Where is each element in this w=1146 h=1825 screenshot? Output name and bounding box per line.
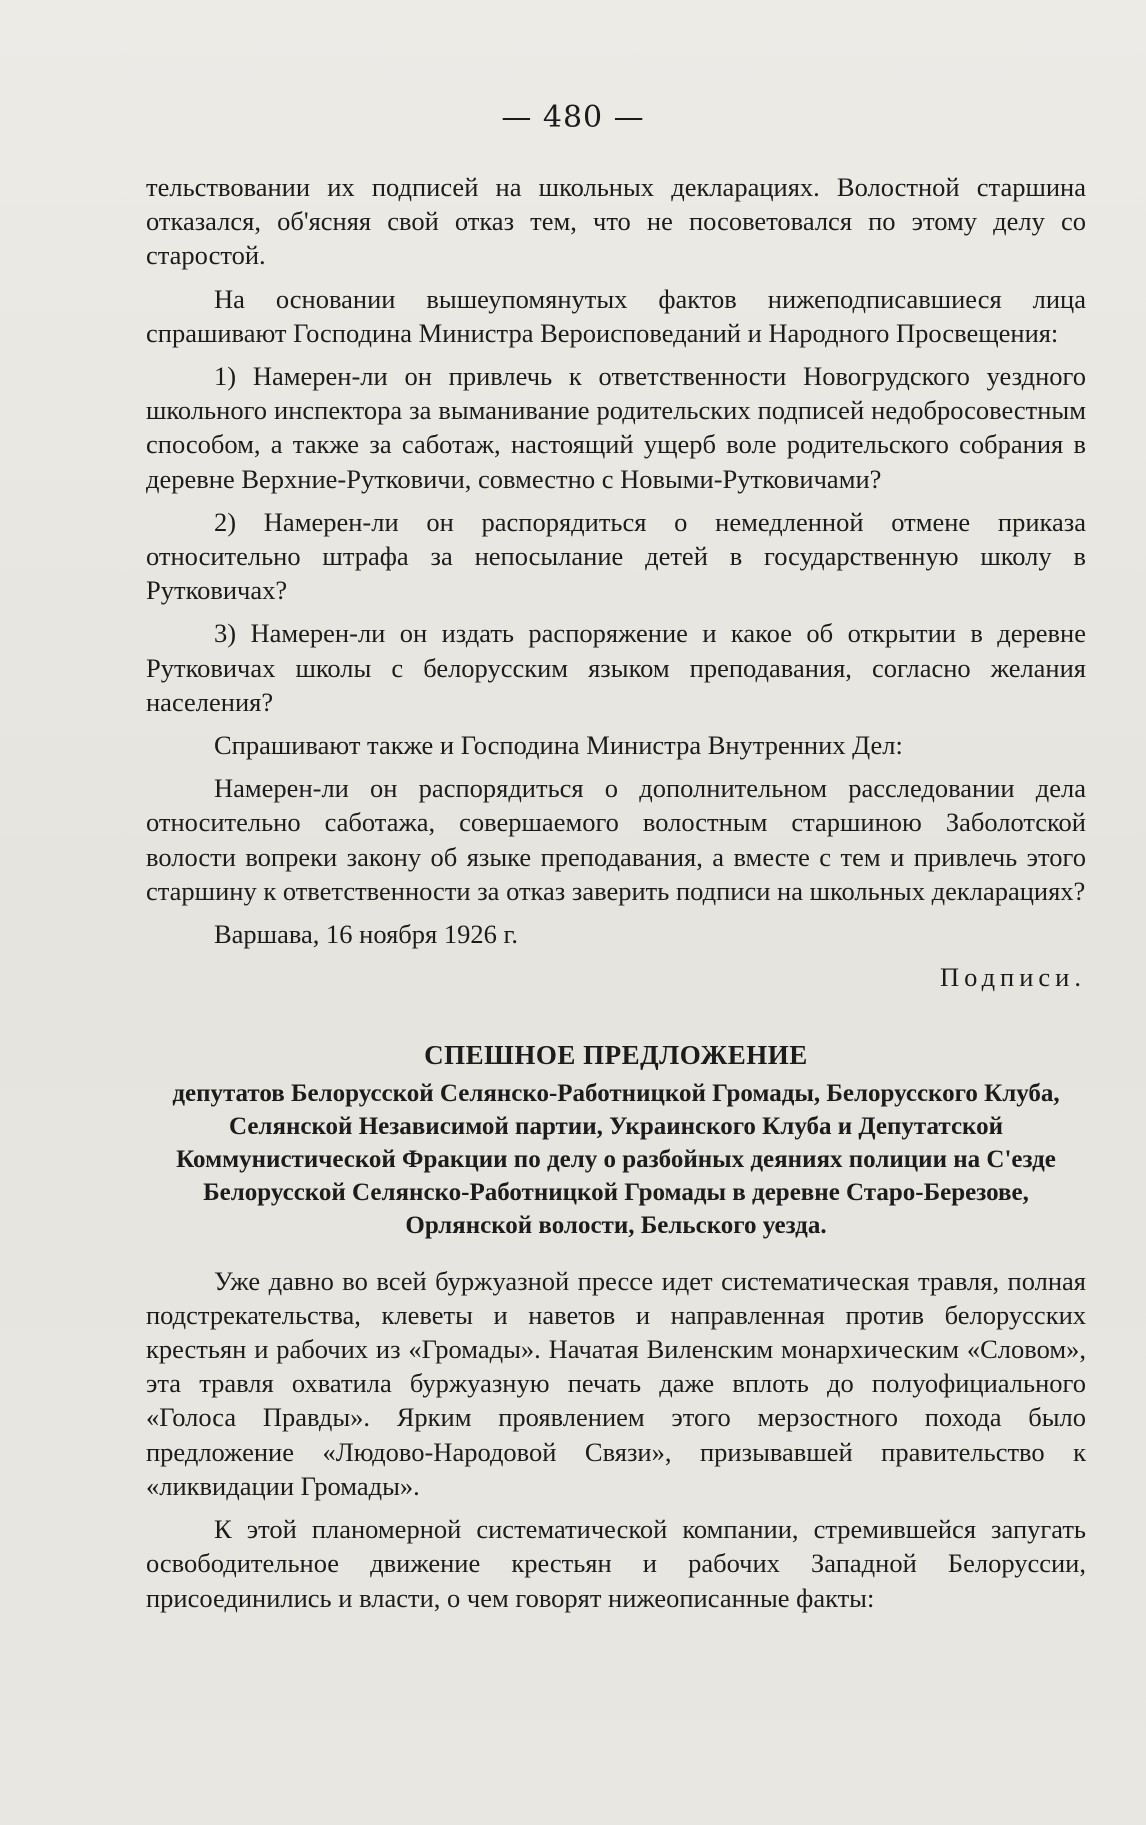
question-1: 1) Намерен-ли он привлечь к ответственности Новогрудского уездного школьного инспектора за выманивание родительских подписей недобросовестным способом, а также за саботаж, настоящий ущерб воле родительского собрания в деревне Верхние-Рутковичи, совместно с Новыми-Рутковичами? [146, 361, 1086, 494]
question-interior: Намерен-ли он распорядиться о дополнительном расследовании дела относительно саботажа, совершаемого волостным старшиною Заболотской волости вопреки закону об языке преподавания, а вместе с тем и привлечь этого старшину к ответственности за отказ заверить подписи на школьных декларациях? [146, 773, 1086, 906]
section-heading: СПЕШНОЕ ПРЕДЛОЖЕНИЕ [424, 1040, 808, 1071]
document-body [146, 170, 1086, 1624]
page-number: — 480 — [501, 100, 645, 135]
paragraph-interior-minister: Спрашивают также и Господина Министра Внутренних Дел: [214, 730, 903, 761]
paragraph-facts: К этой планомерной систематической компании, стремившейся запугать освободительное движение крестьян и рабочих Западной Белоруссии, присоединились и власти, о чем говорят нижеописанные факты: [146, 1514, 1086, 1613]
question-2: 2) Намерен-ли он распорядиться о немедленной отмене приказа относительно штрафа за непосылание детей в государственную школу в Рутковичах? [146, 506, 1086, 606]
signature: Подписи. [939, 962, 1086, 993]
question-3: 3) Намерен-ли он издать распоряжение и какое об открытии в деревне Рутковичах школы с белорусским языком преподавания, согласно желания населения? [146, 618, 1086, 717]
paragraph-continuation: тельствовании их подписей на школьных декларациях. Волостной старшина отказался, об'ясняя свой отказ тем, что не посоветовался по этому делу со старостой. [146, 172, 1086, 271]
paragraph-press: Уже давно во всей буржуазной прессе идет систематическая травля, полная подстрекательства, клеветы и наветов и направленная против белорусских крестьян и рабочих из «Громады». Начатая Виленским монархическим «Словом», эта травля охватила буржуазную печать даже вплоть до полуофициального «Голоса Правды». Ярким проявлением этого мерзостного похода было предложение «Людово-Народовой Связи», призывавшей правительство к «ликвидации Громады». [146, 1265, 1086, 1501]
paragraph-intro: На основании вышеупомянутых фактов нижеподписавшиеся лица спрашивают Господина Министра Вероисповеданий и Народного Просвещения: [146, 283, 1086, 348]
date-line: Варшава, 16 ноября 1926 г. [214, 919, 518, 950]
section-subheading: депутатов Белорусской Селянско-Работницкой Громады, Белорусского Клуба, Селянской Независимой партии, Украинского Клуба и Депутатской Коммунистической Фракции по делу о разбойных деяниях полиции на С'езде Белорусской Селянско-Работницкой Громады в деревне Старо-Березове, Орлянской волости, Бельского уезда. [172, 1079, 1060, 1239]
